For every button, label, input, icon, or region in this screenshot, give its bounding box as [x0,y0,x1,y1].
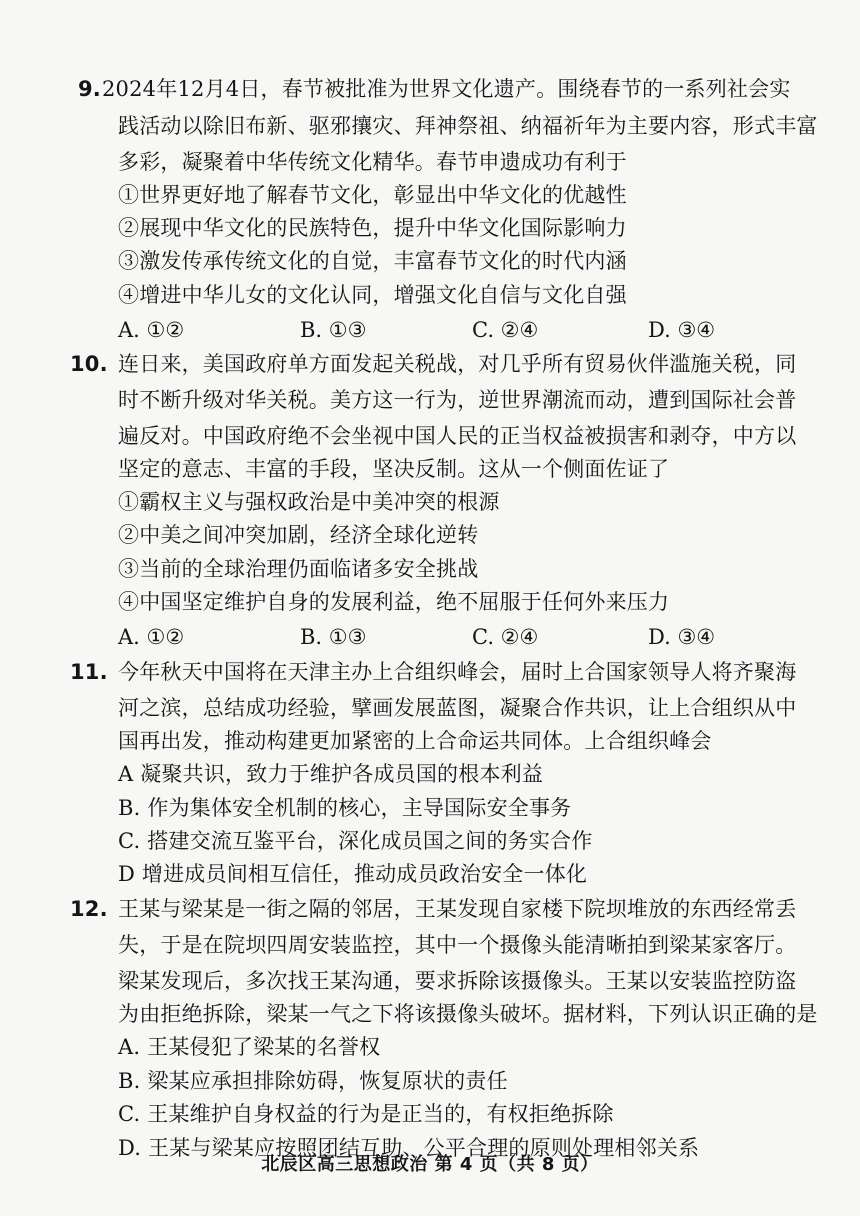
option-d[interactable]: D. ③④ [648,625,716,649]
question-stem-line: 践活动以除旧布新、驱邪攘灾、拜神祭祖、纳福祈年为主要内容，形式丰富 [118,114,818,138]
question-number: 12. [70,897,108,921]
question-stem-line: 多彩，凝聚着中华传统文化精华。春节申遗成功有利于 [118,150,627,174]
option-d[interactable]: D. ③④ [648,318,716,342]
question-stem-line: 时不断升级对华关税。美方这一行为，逆世界潮流而动，遭到国际社会普 [118,388,797,412]
option-a[interactable]: A 凝聚共识，致力于维护各成员国的根本利益 [118,762,544,786]
option-d[interactable]: D 增进成员间相互信任，推动成员政治安全一体化 [118,862,588,886]
page-footer: 北辰区高三思想政治 第 4 页（共 8 页） [261,1154,599,1175]
question-number: 9. [78,77,101,101]
statement-line: ③激发传承传统文化的自觉，丰富春节文化的时代内涵 [118,249,627,273]
option-b[interactable]: B. 梁某应承担排除妨碍，恢复原状的责任 [118,1069,508,1093]
option-b[interactable]: B. ①③ [300,318,367,342]
option-c[interactable]: C. ②④ [472,625,539,649]
question-number: 10. [70,352,108,376]
question-stem-line: 坚定的意志、丰富的手段，坚决反制。这从一个侧面佐证了 [118,457,670,481]
option-b[interactable]: B. 作为集体安全机制的核心，主导国际安全事务 [118,796,572,820]
option-d[interactable]: D. 王某与梁某应按照团结互助、公平合理的原则处理相邻关系 [118,1136,700,1160]
question-stem-line: 河之滨，总结成功经验，擘画发展蓝图，凝聚合作共识，让上合组织从中 [118,696,797,720]
option-a[interactable]: A. ①② [118,625,185,649]
question-stem-line: 遍反对。中国政府绝不会坐视中国人民的正当权益被损害和剥夺，中方以 [118,424,797,448]
statement-line: ④中国坚定维护自身的发展利益，绝不屈服于任何外来压力 [118,590,670,614]
statement-line: ①世界更好地了解春节文化，彰显出中华文化的优越性 [118,183,627,207]
statement-line: ④增进中华儿女的文化认同，增强文化自信与文化自强 [118,283,627,307]
option-c[interactable]: C. ②④ [472,318,539,342]
option-a[interactable]: A. 王某侵犯了梁某的名誉权 [118,1035,381,1059]
question-stem-line: 为由拒绝拆除，梁某一气之下将该摄像头破坏。据材料，下列认识正确的是 [118,1002,818,1026]
question-number: 11. [70,660,108,684]
question-stem-line: 梁某发现后，多次找王某沟通，要求拆除该摄像头。王某以安装监控防盗 [118,969,797,993]
statement-line: ②展现中华文化的民族特色，提升中华文化国际影响力 [118,216,627,240]
statement-line: ①霸权主义与强权政治是中美冲突的根源 [118,490,500,514]
question-stem-line: 失，于是在院坝四周安装监控，其中一个摄像头能清晰拍到梁某家客厅。 [118,933,797,957]
question-stem-line: 国再出发，推动构建更加紧密的上合命运共同体。上合组织峰会 [118,729,712,753]
question-stem-line: 王某与梁某是一街之隔的邻居，王某发现自家楼下院坝堆放的东西经常丢 [118,897,797,921]
question-stem-line: 2024年12月4日，春节被批准为世界文化遗产。围绕春节的一系列社会实 [102,77,791,101]
option-b[interactable]: B. ①③ [300,625,367,649]
option-c[interactable]: C. 王某维护自身权益的行为是正当的，有权拒绝拆除 [118,1102,614,1126]
question-stem-line: 连日来，美国政府单方面发起关税战，对几乎所有贸易伙伴滥施关税，同 [118,352,797,376]
question-stem-line: 今年秋天中国将在天津主办上合组织峰会，届时上合国家领导人将齐聚海 [118,660,797,684]
statement-line: ③当前的全球治理仍面临诸多安全挑战 [118,557,479,581]
option-c[interactable]: C. 搭建交流互鉴平台，深化成员国之间的务实合作 [118,829,593,853]
option-a[interactable]: A. ①② [118,318,185,342]
statement-line: ②中美之间冲突加剧，经济全球化逆转 [118,523,479,547]
